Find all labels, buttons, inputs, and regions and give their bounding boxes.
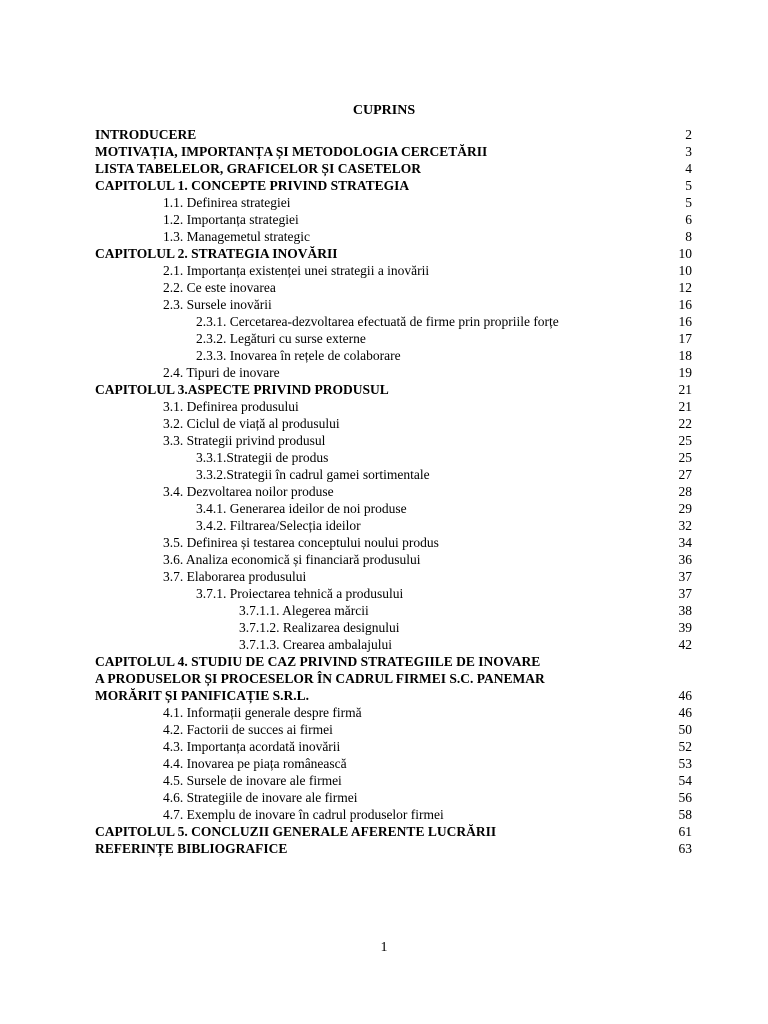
- toc-entry-page: 50: [678, 722, 692, 737]
- toc-entry-title: 2.3.1. Cercetarea-dezvoltarea efectuată de firme prin propriile forțe: [196, 314, 559, 329]
- toc-entry: [95, 381, 692, 398]
- toc-entry-page: 5: [685, 178, 692, 193]
- toc-entry: [95, 177, 692, 194]
- toc-entry: [95, 449, 692, 466]
- toc-entry-page: 32: [678, 518, 692, 533]
- toc-entry-title: 4.1. Informații generale despre firmă: [163, 705, 362, 720]
- toc-entry-title: 3.4.1. Generarea ideilor de noi produse: [196, 501, 407, 516]
- toc-entry-page: 21: [678, 382, 692, 397]
- toc-entry-page: 42: [678, 637, 692, 652]
- toc-entry-title: LISTA TABELELOR, GRAFICELOR ȘI CASETELOR: [95, 161, 421, 176]
- toc-entry: [95, 432, 692, 449]
- toc-entry: [95, 619, 692, 636]
- toc-entry-title: 2.1. Importanța existenței unei strategii a inovării: [163, 263, 430, 278]
- toc-entry-title: A PRODUSELOR ȘI PROCESELOR ÎN CADRUL FIRMEI S.C. PANEMAR: [95, 671, 545, 686]
- toc-entry: [95, 806, 692, 823]
- toc-entry-title: 3.4. Dezvoltarea noilor produse: [163, 484, 334, 499]
- toc-entry-page: 22: [678, 416, 692, 431]
- toc-entry-title: 1.2. Importanța strategiei: [163, 212, 299, 227]
- toc-entry: [95, 551, 692, 568]
- toc-entry-page: 28: [678, 484, 692, 499]
- toc-entry: [95, 840, 692, 857]
- toc-entry: [95, 636, 692, 653]
- toc-entry-title: CAPITOLUL 1. CONCEPTE PRIVIND STRATEGIA: [95, 178, 410, 193]
- toc-entry-title: 3.3.1.Strategii de produs: [196, 450, 329, 465]
- page-number: 1: [380, 940, 388, 955]
- toc-entry-title: 4.3. Importanța acordată inovării: [163, 739, 341, 754]
- toc-entry: [95, 823, 692, 840]
- toc-entry-page: 39: [678, 620, 692, 635]
- toc-entry: [95, 398, 692, 415]
- toc-entry-title: 2.3.3. Inovarea în rețele de colaborare: [196, 348, 401, 363]
- toc-entry-title: 3.7.1. Proiectarea tehnică a produsului: [196, 586, 404, 601]
- toc-entry: [95, 585, 692, 602]
- toc-entry-page: 2: [685, 127, 692, 142]
- toc-entry: [95, 602, 692, 619]
- toc-entry: [95, 500, 692, 517]
- toc-entry-page: 37: [678, 569, 692, 584]
- toc-entry: [95, 160, 692, 177]
- toc-entry: [95, 772, 692, 789]
- toc-entry-title: 2.3.2. Legături cu surse externe: [196, 331, 366, 346]
- toc-entry-title: 1.3. Managemetul strategic: [163, 229, 310, 244]
- toc-entry-title: 3.7. Elaborarea produsului: [163, 569, 307, 584]
- toc-entry-title: MORĂRIT ȘI PANIFICAȚIE S.R.L.: [95, 688, 310, 703]
- toc-entry-title: 3.7.1.3. Crearea ambalajului: [239, 637, 392, 652]
- toc-entry-page: 56: [678, 790, 692, 805]
- toc-entry: [95, 789, 692, 806]
- toc-entry-title: 4.5. Sursele de inovare ale firmei: [163, 773, 342, 788]
- toc-entry: [95, 653, 692, 670]
- toc-entry-title: 4.2. Factorii de succes ai firmei: [163, 722, 333, 737]
- toc-entry: [95, 313, 692, 330]
- toc-entry: [95, 483, 692, 500]
- toc-entry: [95, 670, 692, 687]
- toc-entry-page: 34: [678, 535, 692, 550]
- toc-entry-title: 3.5. Definirea și testarea conceptului noului produs: [163, 535, 439, 550]
- toc-entry-title: 3.1. Definirea produsului: [163, 399, 299, 414]
- toc-entry-page: 5: [685, 195, 692, 210]
- toc-entry-title: 2.4. Tipuri de inovare: [163, 365, 280, 380]
- toc-entry-page: 3: [685, 144, 692, 159]
- toc-entry: [95, 228, 692, 245]
- table-of-contents: [95, 126, 692, 857]
- toc-entry-page: 58: [678, 807, 692, 822]
- toc-entry-title: 3.7.1.2. Realizarea designului: [239, 620, 400, 635]
- toc-entry-title: 3.6. Analiza economică și financiară produsului: [163, 552, 421, 567]
- toc-entry-page: 46: [678, 688, 692, 703]
- toc-entry-page: 10: [678, 263, 692, 278]
- toc-entry-title: 4.6. Strategiile de inovare ale firmei: [163, 790, 358, 805]
- toc-entry-page: 4: [685, 161, 692, 176]
- toc-entry-title: 2.3. Sursele inovării: [163, 297, 272, 312]
- toc-title: CUPRINS: [352, 103, 416, 118]
- toc-entry-title: CAPITOLUL 2. STRATEGIA INOVĂRII: [95, 246, 338, 261]
- toc-entry: [95, 347, 692, 364]
- toc-entry-title: MOTIVAȚIA, IMPORTANȚA ȘI METODOLOGIA CERCETĂRII: [95, 144, 488, 159]
- toc-entry-title: 4.7. Exemplu de inovare în cadrul produselor firmei: [163, 807, 444, 822]
- toc-entry-page: 38: [678, 603, 692, 618]
- toc-entry-page: 16: [678, 297, 692, 312]
- toc-entry-title: 4.4. Inovarea pe piața românească: [163, 756, 347, 771]
- toc-entry-page: 52: [678, 739, 692, 754]
- toc-entry: [95, 738, 692, 755]
- toc-entry: [95, 568, 692, 585]
- toc-entry: [95, 755, 692, 772]
- toc-entry-title: 2.2. Ce este inovarea: [163, 280, 276, 295]
- toc-entry: [95, 534, 692, 551]
- toc-entry: [95, 517, 692, 534]
- toc-entry-title: 3.3. Strategii privind produsul: [163, 433, 326, 448]
- toc-entry-title: 3.2. Ciclul de viață al produsului: [163, 416, 340, 431]
- toc-entry-page: 27: [678, 467, 692, 482]
- toc-entry-page: 16: [678, 314, 692, 329]
- toc-entry: [95, 415, 692, 432]
- toc-entry-page: 18: [678, 348, 692, 363]
- toc-entry-page: 61: [678, 824, 692, 839]
- toc-entry-page: 6: [685, 212, 692, 227]
- toc-entry: [95, 296, 692, 313]
- toc-entry-page: 10: [678, 246, 692, 261]
- toc-entry-title: CAPITOLUL 4. STUDIU DE CAZ PRIVIND STRATEGIILE DE INOVARE: [95, 654, 541, 669]
- toc-entry: [95, 330, 692, 347]
- toc-entry-title: CAPITOLUL 3.ASPECTE PRIVIND PRODUSUL: [95, 382, 389, 397]
- toc-entry-title: 1.1. Definirea strategiei: [163, 195, 291, 210]
- toc-entry: [95, 194, 692, 211]
- toc-entry-page: 63: [678, 841, 692, 856]
- toc-entry-page: 36: [678, 552, 692, 567]
- toc-entry: [95, 143, 692, 160]
- toc-entry-title: 3.7.1.1. Alegerea mărcii: [239, 603, 369, 618]
- toc-entry-title: 3.3.2.Strategii în cadrul gamei sortimentale: [196, 467, 430, 482]
- toc-entry-page: 25: [678, 450, 692, 465]
- toc-entry: [95, 279, 692, 296]
- toc-entry-page: 25: [678, 433, 692, 448]
- toc-entry-title: INTRODUCERE: [95, 127, 197, 142]
- toc-entry-page: 37: [678, 586, 692, 601]
- toc-entry: [95, 126, 692, 143]
- toc-entry-page: 8: [685, 229, 692, 244]
- toc-entry-title: 3.4.2. Filtrarea/Selecția ideilor: [196, 518, 361, 533]
- toc-entry: [95, 466, 692, 483]
- toc-entry: [95, 262, 692, 279]
- toc-entry: [95, 721, 692, 738]
- toc-entry: [95, 364, 692, 381]
- toc-entry: [95, 211, 692, 228]
- toc-entry-page: 19: [678, 365, 692, 380]
- toc-entry-title: REFERINȚE BIBLIOGRAFICE: [95, 841, 288, 856]
- toc-entry: [95, 704, 692, 721]
- toc-entry-page: 12: [678, 280, 692, 295]
- toc-entry: [95, 687, 692, 704]
- toc-entry-page: 17: [678, 331, 692, 346]
- toc-entry-page: 54: [678, 773, 692, 788]
- toc-entry-title: CAPITOLUL 5. CONCLUZII GENERALE AFERENTE LUCRĂRII: [95, 824, 497, 839]
- toc-entry-page: 46: [678, 705, 692, 720]
- toc-entry-page: 21: [678, 399, 692, 414]
- toc-entry-page: 29: [678, 501, 692, 516]
- toc-entry-page: 53: [678, 756, 692, 771]
- toc-entry: [95, 245, 692, 262]
